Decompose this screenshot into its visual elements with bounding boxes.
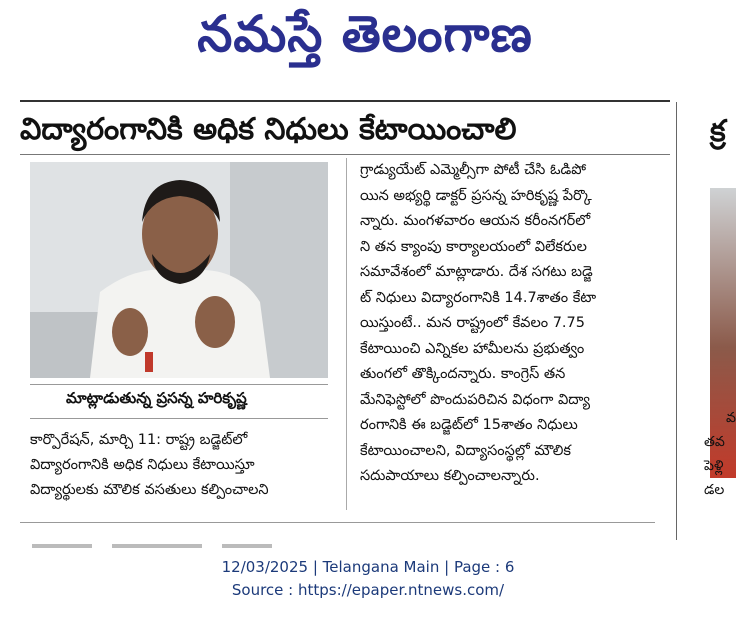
text-line: గ్రాడ్యుయేట్ ఎమ్మెల్సీగా పోటీ చేసి ఓడిపో xyxy=(360,162,587,178)
column-divider xyxy=(676,102,677,540)
adjacent-text: పెళ్లి xyxy=(704,458,724,474)
text-line: తుంగలో తొక్కిందన్నారు. కాంగ్రెస్ తన xyxy=(360,366,566,382)
text-line: విద్యారంగానికి అధిక నిధులు కేటాయిస్తూ xyxy=(30,457,255,473)
article-bottom-rule xyxy=(20,522,655,523)
text-line: సదుపాయాలు కల్పించాలన్నారు. xyxy=(360,468,540,484)
text-line: కేటాయించాలని, విద్యాసంస్థల్లో మౌలిక xyxy=(360,442,571,459)
article-photo xyxy=(30,162,328,378)
article-headline: విద్యారంగానికి అధిక నిధులు కేటాయించాలి xyxy=(20,112,517,147)
text-line: మేనిఫెస్టోలో పొందుపరిచిన విధంగా విద్యా xyxy=(360,391,591,408)
masthead-logo xyxy=(150,2,580,78)
adjacent-text: డల xyxy=(704,482,725,498)
caption-rule xyxy=(30,384,328,385)
text-line: యిస్తుంటే.. మన రాష్ట్రంలో కేవలం 7.75 xyxy=(360,315,585,331)
clipping-footer xyxy=(0,556,736,602)
text-line: కార్పొరేషన్, మార్చి 11: రాష్ట్ర బడ్జెట్‌లో xyxy=(30,432,248,448)
article-body-right xyxy=(360,158,655,490)
cut-off-text-strip xyxy=(32,535,332,543)
person-photo-illustration xyxy=(30,162,328,378)
adjacent-text: వ xyxy=(726,410,736,426)
text-line: ట్ నిధులు విద్యారంగానికి 14.7శాతం కేటా xyxy=(360,289,597,306)
headline-underline xyxy=(20,154,670,155)
text-line: సమావేశంలో మాట్లాడారు. దేశ సగటు బడ్జె xyxy=(360,264,593,280)
text-line: న్నారు. మంగళవారం ఆయన కరీంనగర్‌లో xyxy=(360,213,591,229)
photo-caption: మాట్లాడుతున్న ప్రసన్న హరికృష్ణ xyxy=(66,389,247,407)
text-line: విద్యార్థులకు మౌలిక వసతులు కల్పించాలని xyxy=(30,482,269,498)
caption-bottom-rule xyxy=(30,418,328,419)
source-line: Source : https://epaper.ntnews.com/ xyxy=(231,581,505,599)
adjacent-article-clip xyxy=(700,100,736,540)
text-line: యిన అభ్యర్థి డాక్టర్ ప్రసన్న హరికృష్ణ పేర్కొ xyxy=(360,187,592,204)
adjacent-text: తవ xyxy=(704,434,725,450)
date-page-line: 12/03/2025 | Telangana Main | Page : 6 xyxy=(221,558,515,576)
column-separator xyxy=(346,158,347,510)
text-line: ని తన క్యాంపు కార్యాలయంలో విలేకరుల xyxy=(360,238,587,255)
masthead-title: నమస్తే తెలంగాణ xyxy=(197,4,533,63)
masthead-divider xyxy=(20,100,670,102)
article-body-left xyxy=(30,428,335,503)
text-line: కేటాయించి ఎన్నికల హామీలను ప్రభుత్వం xyxy=(360,340,585,357)
text-line: రంగానికి ఈ బడ్జెట్‌లో 15శాతం నిధులు xyxy=(360,417,578,433)
adjacent-headline: క్ర xyxy=(710,114,726,149)
